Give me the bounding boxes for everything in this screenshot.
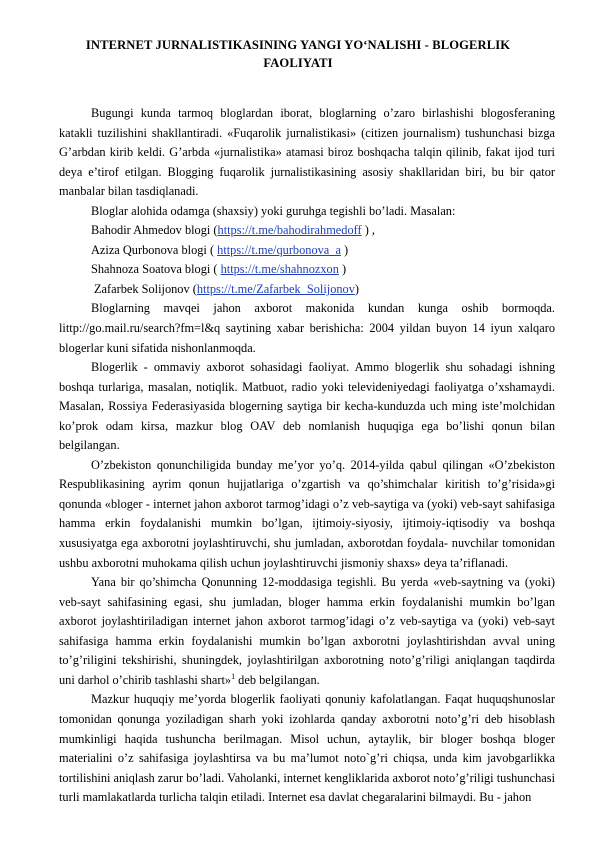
blog-entry xyxy=(59,260,555,280)
paragraph-blog-types: Bloglar alohida odamga (shaxsiy) yoki guruhga tegishli bo’ladi. Masalan: xyxy=(91,203,456,218)
blog-entry-label: Bahodir Ahmedov blogi ( xyxy=(91,223,218,238)
blog-entry-suffix: ) xyxy=(354,281,360,296)
blog-link[interactable]: https://t.me/shahnozxon xyxy=(220,262,339,277)
article-body xyxy=(59,104,555,808)
page-title: INTERNET JURNALISTIKASINING YANGI YO‘NALISHI - BLOGERLIK FAOLIYATI xyxy=(85,38,511,70)
blog-link[interactable]: https://t.me/Zafarbek_Solijonov xyxy=(196,281,355,296)
blog-entry-suffix: ) xyxy=(338,262,347,277)
blog-entry xyxy=(59,280,555,300)
blog-entry-suffix: ) , xyxy=(361,223,375,238)
paragraph-legal-guarantee: Mazkur huquqiy me’yorda blogerlik faoliyati qonuniy kafolatlangan. Faqat huquqshunoslar tomonidan qonunga yoziladigan sharh yoki izohlarda qanday axborotni noto’g’ri deb hisoblash mumkinligi haqida tushuncha berilmagan. Misol uchun, aytaylik, bir bloger boshqa bloger materialini o’z sahifasiga joylashtirsa va bu ma’lumot noto`g’ri chiqsa, unda kim javobgarlikka tortilishini aniqlash zarur bo’ladi. Vaholanki, internet kengliklarida axborot noto’g’riligi tushunchasi turli mamlakatlarda turlicha talqin etiladi. Internet esa davlat chegaralarini bilmaydi. Bu - jahon xyxy=(59,692,555,805)
paragraph-blog-status: Bloglarning mavqei jahon axborot makonida kundan kunga oshib bormoqda. littp://go.mail.ru/search?fm=l&q saytining xabar berishicha: 2004 yildan buyon 14 iyun xalqaro blogerlar kuni sifatida nishonlanmoqda. xyxy=(59,301,555,355)
blog-link[interactable]: https://t.me/bahodirahmedoff xyxy=(217,223,362,238)
blog-link[interactable]: https://t.me/qurbonova_a xyxy=(217,242,341,257)
paragraph-article-12-text: Yana bir qo’shimcha Qonunning 12-moddasiga tegishli. Bu yerda «veb-saytning va (yoki) veb-sayt sahifasining egasi, shu jumladan, bloger hamma erkin foydalanishi mumkin bo’lgan axborot joylashtiriladigan internet jahon axborot tarmog’idagi o’z veb-saytiga va (yoki) veb-sayt sahifasiga hamma erkin foydalanishi mumkin bo’lgan axborotni joylashtirishdan avval uning to’g’riligini tekshirishi, shuningdek, joylashtirilgan axborotning noto’g’riligi aniqlangan taqdirda uni darhol o’chirib tashlashi shart» xyxy=(59,575,555,687)
paragraph-article-12 xyxy=(59,573,555,690)
paragraph-article-12-tail: deb belgilangan. xyxy=(235,672,320,687)
paragraph-uzbek-law: O’zbekiston qonunchiligida bunday me’yor yo’q. 2014-yilda qabul qilingan «O’zbekiston Respublikasining ayrim qonun hujjatlariga o’zgartish va qo’shimchalar kiritish to’g’risida»gi qonunda «bloger - internet jahon axborot tarmog’idagi o’z veb-saytiga va (yoki) veb-sayt sahifasiga hamma erkin foydalanishi mumkin bo’lgan, ijtimoiy-siyosiy, ijtimoiy-iqtisodiy va boshqa xususiyatga ega axborotni joylashtiruvchi, shu jumladan, axborotdan foydala- nuvchilar tomonidan ushbu axborotni muhokama qilish uchun joylashtiruvchi jismoniy shaxs» deya ta’riflanadi. xyxy=(59,457,555,570)
paragraph-blogging-activity: Blogerlik - ommaviy axborot sohasidagi faoliyat. Ammo blogerlik shu sohadagi ishning boshqa turlariga, masalan, notiqlik. Matbuot, radio yoki televideniyedagi faoliyatga o’xshamaydi. Masalan, Rossiya Federasiyasida blogerning saytiga bir kecha-kunduzda uch ming iste’molchidan ko’prok odam kirsa, mazkur blog OAV deb nomlanish huquqiga ega bo’lishi qonun bilan belgilangan. xyxy=(59,360,555,453)
footnote-marker[interactable]: 1 xyxy=(231,671,236,681)
blog-entry-suffix: ) xyxy=(340,242,349,257)
blog-entry-label: Zafarbek Solijonov ( xyxy=(94,281,197,296)
paragraph-intro: Bugungi kunda tarmoq bloglardan iborat, bloglarning o’zaro birlashishi blogosferaning katakli tuzilishini shakllantiradi. «Fuqarolik jurnalistikasi» (citizen journalism) tushunchasi bizga G’arbdan kirib keldi. G’arbda «jurnalistika» atamasi biroz boshqacha talqin qilinib, fakat ijod turi deya e’tirof etilgan. Blogging fuqarolik jurnalistikasining asosiy shakllaridan biri, bu bir qator manbalar bilan tasdiqlanadi. xyxy=(59,106,555,199)
blog-entry xyxy=(59,241,555,261)
blog-entry-label: Shahnoza Soatova blogi ( xyxy=(91,262,221,277)
blog-entry-label: Aziza Qurbonova blogi ( xyxy=(91,242,218,257)
blog-entry xyxy=(59,221,555,241)
